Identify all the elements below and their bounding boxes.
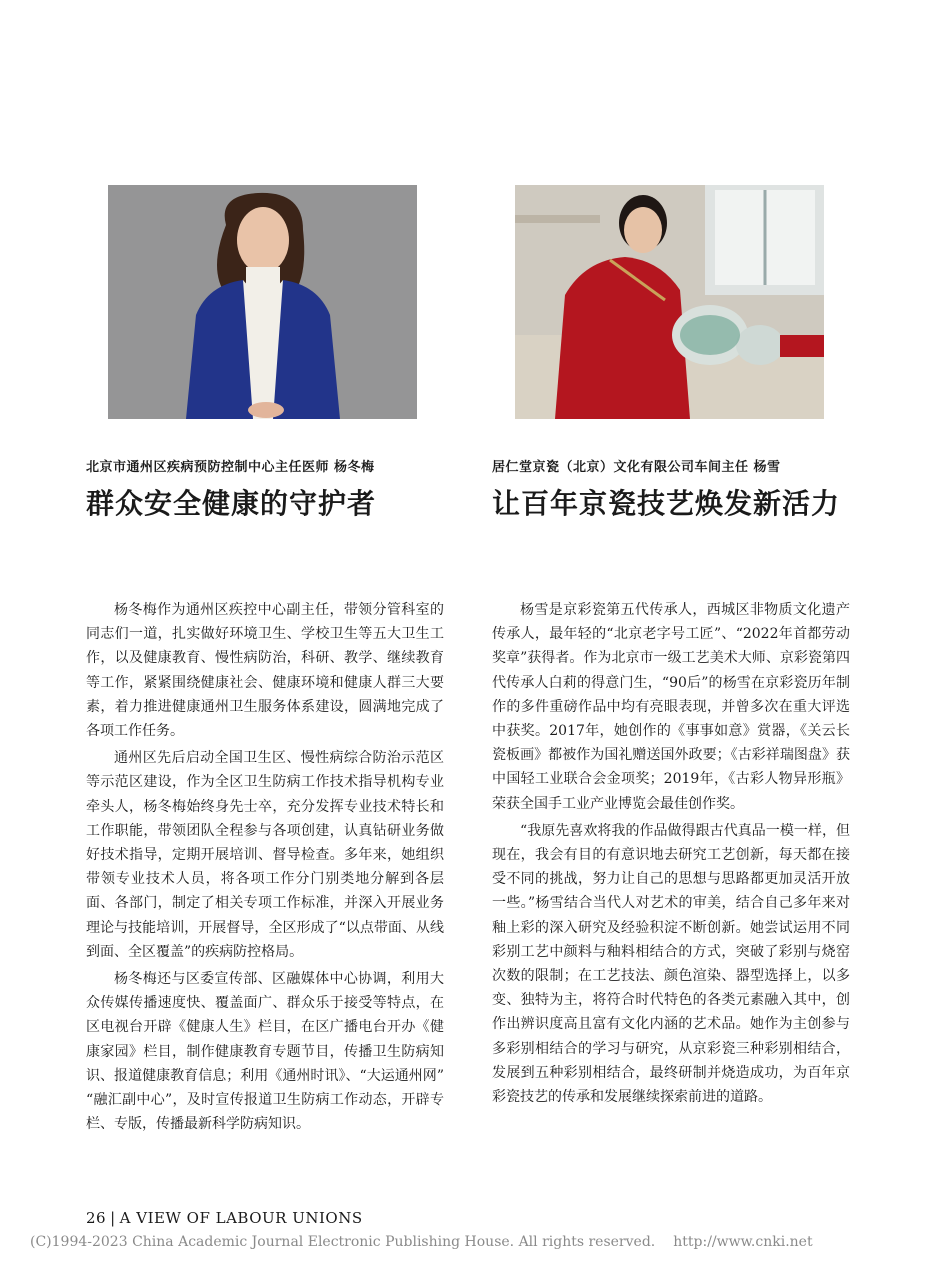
portrait-photo-yang-xue — [515, 185, 824, 419]
left-article-body — [86, 598, 444, 1139]
magazine-name: A VIEW OF LABOUR UNIONS — [119, 1209, 363, 1227]
right-article-body — [492, 598, 850, 1112]
right-article-title: 让百年京瓷技艺焕发新活力 — [492, 487, 841, 520]
left-article-title: 群众安全健康的守护者 — [86, 487, 377, 520]
footer-separator: | — [110, 1209, 116, 1227]
right-article-subtitle: 居仁堂京瓷（北京）文化有限公司车间主任 杨雪 — [492, 460, 781, 475]
page-footer — [86, 1209, 363, 1227]
paragraph: 杨雪是京彩瓷第五代传承人，西城区非物质文化遗产传承人，最年轻的“北京老字号工匠”、“2022年首都劳动奖章”获得者。作为北京市一级工艺美术大师、京彩瓷第四代传承人白莉的得意门生，“90后”的杨雪在京彩瓷历年制作的多件重磅作品中均有亮眼表现，并曾多次在重大评选中获奖。2017年，她创作的《事事如意》赏器，《关云长瓷板画》都被作为国礼赠送国外政要；《古彩祥瑞图盘》获中国轻工业联合会金项奖；2019年，《古彩人物异形瓶》荣获全国手工业产业博览会最佳创作奖。 — [492, 602, 850, 812]
paragraph: 通州区先后启动全国卫生区、慢性病综合防治示范区等示范区建设，作为全区卫生防病工作技术指导机构专业牵头人，杨冬梅始终身先士卒，充分发挥专业技术特长和工作职能，带领团队全程参与各项创建，认真钻研业务做好技术指导，定期开展培训、督导检查。多年来，她组织带领专业技术人员，将各项工作分门别类地分解到各层面、各部门，制定了相关专项工作标准，并深入开展业务理论与技能培训，开展督导，全区形成了“以点带面、从线到面、全区覆盖”的疾病防控格局。 — [86, 750, 444, 960]
portrait-photo-yang-dongmei — [108, 185, 417, 419]
copyright-text: (C)1994-2023 China Academic Journal Electronic Publishing House. All rights reserved. — [30, 1234, 656, 1250]
left-article-subtitle: 北京市通州区疾病预防控制中心主任医师 杨冬梅 — [86, 460, 375, 475]
paragraph: 杨冬梅还与区委宣传部、区融媒体中心协调，利用大众传媒传播速度快、覆盖面广、群众乐于接受等特点，在区电视台开辟《健康人生》栏目，在区广播电台开办《健康家园》栏目，制作健康教育专题节目，传播卫生防病知识、报道健康教育信息；利用《通州时讯》、“大运通州网” “融汇副中心”，及时宣传报道卫生防病工作动态，开辟专栏、专版，传播最新科学防病知识。 — [86, 971, 444, 1133]
paragraph: “我原先喜欢将我的作品做得跟古代真品一模一样，但现在，我会有目的有意识地去研究工艺创新，每天都在接受不同的挑战，努力让自己的思想与思路都更加灵活开放一些。”杨雪结合当代人对艺术的审美，结合自己多年来对釉上彩的深入研究及经验积淀不断创新。她尝试运用不同彩别工艺中颜料与釉料相结合的方式，突破了彩别与烧窑次数的限制；在工艺技法、颜色渲染、器型选择上，以多变、独特为主，将符合时代特色的各类元素融入其中，创作出辨识度高且富有文化内涵的艺术品。她作为主创参与多彩别相结合的学习与研究，从京彩瓷三种彩别相结合，发展到五种彩别相结合，最终研制并烧造成功，为百年京彩瓷技艺的传承和发展继续探索前进的道路。 — [492, 822, 850, 1106]
copyright-notice — [30, 1234, 813, 1250]
paragraph: 杨冬梅作为通州区疾控中心副主任，带领分管科室的同志们一道，扎实做好环境卫生、学校卫生等五大卫生工作，以及健康教育、慢性病防治，科研、教学、继续教育等工作，紧紧围绕健康社会、健康环境和健康人群三大要素，着力推进健康通州卫生服务体系建设，圆满地完成了各项工作任务。 — [86, 602, 444, 740]
page-number: 26 — [86, 1209, 107, 1227]
copyright-url: http://www.cnki.net — [673, 1234, 813, 1250]
